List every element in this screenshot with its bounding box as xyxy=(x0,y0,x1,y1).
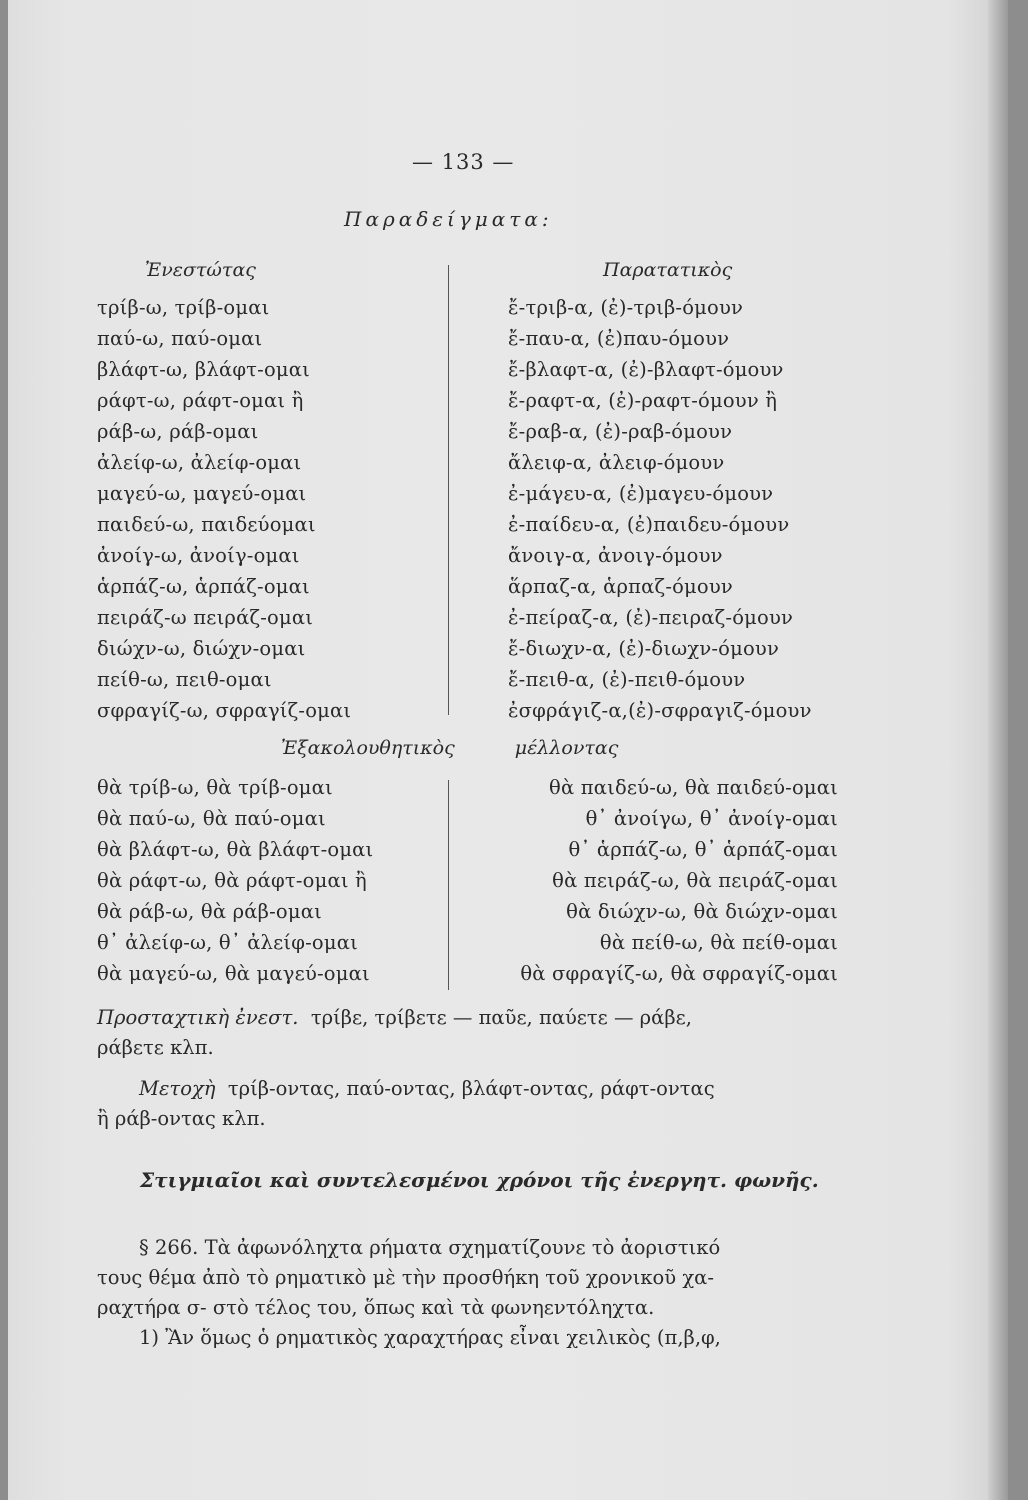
imperfect-row: ἔ-τριβ-α, (ἐ)-τριβ-όμουν xyxy=(508,296,744,319)
future-row: θὰ ράφτ-ω, θὰ ράφτ-ομαι ἢ xyxy=(97,869,367,892)
imperfect-row: ἔ-βλαφτ-α, (ἐ)-βλαφτ-όμουν xyxy=(508,358,784,381)
future-row: θὰ ράβ-ω, θὰ ράβ-ομαι xyxy=(97,900,322,923)
future-row: θὰ παύ-ω, θὰ παύ-ομαι xyxy=(97,807,326,830)
future-row: θὰ μαγεύ-ω, θὰ μαγεύ-ομαι xyxy=(97,962,370,985)
imperative-line-1 xyxy=(97,1003,842,1033)
paragraph-266-line: τους θέμα ἀπὸ τὸ ρηματικὸ μὲ τὴν προσθήκη τοῦ χρονικοῦ χα- xyxy=(97,1266,714,1289)
paragraph-1 xyxy=(97,1323,842,1353)
future-header-word1: Ἐξακολουθητικὸς xyxy=(281,737,455,759)
future-continuous-header xyxy=(281,737,618,759)
present-row: βλάφτ-ω, βλάφτ-ομαι xyxy=(97,358,310,381)
future-row: θ᾿ ἁρπάζ-ω, θ᾿ ἁρπάζ-ομαι xyxy=(568,838,838,861)
page-number: — 133 — xyxy=(412,150,515,174)
paragraph-266-line: ραχτήρα σ- στὸ τέλος του, ὅπως καὶ τὰ φωνηεντόληχτα. xyxy=(97,1296,655,1319)
present-row: διώχν-ω, διώχν-ομαι xyxy=(97,637,306,660)
future-row: θὰ παιδεύ-ω, θὰ παιδεύ-ομαι xyxy=(549,776,838,799)
future-row: θὰ βλάφτ-ω, θὰ βλάφτ-ομαι xyxy=(97,838,374,861)
imperfect-column xyxy=(508,292,812,726)
present-row: ἀλείφ-ω, ἀλείφ-ομαι xyxy=(97,451,302,474)
present-row: σφραγίζ-ω, σφραγίζ-ομαι xyxy=(97,699,352,722)
future-header-word2: μέλλοντας xyxy=(514,737,619,759)
imperfect-row: ἔ-ραφτ-α, (ἐ)-ραφτ-όμουν ἢ xyxy=(508,389,778,412)
future-right-column xyxy=(488,772,838,989)
future-left-column xyxy=(97,772,373,989)
present-row: ἀνοίγ-ω, ἀνοίγ-ομαι xyxy=(97,544,300,567)
imperfect-row: ἐ-πείραζ-α, (ἐ)-πειραζ-όμουν xyxy=(508,606,794,629)
participle-paragraph xyxy=(97,1074,842,1134)
future-row: θὰ πειράζ-ω, θὰ πειράζ-ομαι xyxy=(552,869,838,892)
future-row: θ᾿ ἀλείφ-ω, θ᾿ ἀλείφ-ομαι xyxy=(97,931,358,954)
imperfect-row: ἔ-πειθ-α, (ἐ)-πειθ-όμουν xyxy=(508,668,746,691)
column-divider-top xyxy=(448,265,449,715)
imperfect-row: ἄνοιγ-α, ἀνοιγ-όμουν xyxy=(508,544,723,567)
section-heading: Στιγμιαῖοι καὶ συντελεσμένοι χρόνοι τῆς ἐνεργητ. φωνῆς. xyxy=(140,1168,819,1192)
participle-line-2: ἢ ράβ-οντας κλπ. xyxy=(97,1107,266,1130)
imperfect-row: ἐ-παίδευ-α, (ἐ)παιδευ-όμουν xyxy=(508,513,790,536)
present-row: τρίβ-ω, τρίβ-ομαι xyxy=(97,296,270,319)
future-row: θὰ τρίβ-ω, θὰ τρίβ-ομαι xyxy=(97,776,333,799)
paragraph-266-line: § 266. Τὰ ἀφωνόληχτα ρήματα σχηματίζουνε τὸ ἀοριστικό xyxy=(139,1236,721,1259)
future-row: θ᾿ ἀνοίγω, θ᾿ ἀνοίγ-ομαι xyxy=(585,807,838,830)
imperfect-row: ἐ-μάγευ-α, (ἐ)μαγευ-όμουν xyxy=(508,482,774,505)
participle-line-1 xyxy=(97,1074,842,1104)
imperative-line-2: ράβετε κλπ. xyxy=(97,1036,214,1059)
present-tense-header: Ἐνεστώτας xyxy=(145,259,256,281)
imperfect-row: ἔ-διωχν-α, (ἐ)-διωχν-όμουν xyxy=(508,637,780,660)
imperative-label: Προσταχτικὴ ἐνεστ. xyxy=(97,1006,299,1029)
present-column xyxy=(97,292,351,726)
examples-title: Παραδείγματα: xyxy=(344,207,553,231)
imperfect-row: ἔ-ραβ-α, (ἐ)-ραβ-όμουν xyxy=(508,420,733,443)
present-row: ἁρπάζ-ω, ἁρπάζ-ομαι xyxy=(97,575,310,598)
book-page xyxy=(8,0,1008,1500)
present-row: παύ-ω, παύ-ομαι xyxy=(97,327,263,350)
imperfect-row: ἐσφράγιζ-α,(ἐ)-σφραγιζ-όμουν xyxy=(508,699,812,722)
imperfect-row: ἄλειφ-α, ἀλειφ-όμουν xyxy=(508,451,725,474)
present-row: πειράζ-ω πειράζ-ομαι xyxy=(97,606,314,629)
page-edge-shadow xyxy=(988,0,1008,1500)
present-row: ράβ-ω, ράβ-ομαι xyxy=(97,420,259,443)
present-row: μαγεύ-ω, μαγεύ-ομαι xyxy=(97,482,307,505)
paragraph-266 xyxy=(97,1233,842,1323)
imperfect-row: ἅρπαζ-α, ἁρπαζ-όμουν xyxy=(508,575,733,598)
future-row: θὰ πείθ-ω, θὰ πείθ-ομαι xyxy=(599,931,838,954)
future-row: θὰ διώχν-ω, θὰ διώχν-ομαι xyxy=(566,900,838,923)
participle-forms: τρίβ-οντας, παύ-οντας, βλάφτ-οντας, ράφτ-οντας xyxy=(227,1077,715,1100)
present-row: παιδεύ-ω, παιδεύομαι xyxy=(97,513,316,536)
paragraph-1-line: 1) Ἂν ὅμως ὁ ρηματικὸς χαραχτήρας εἶναι χειλικὸς (π,β,φ, xyxy=(139,1326,721,1349)
imperfect-row: ἔ-παυ-α, (ἐ)παυ-όμουν xyxy=(508,327,730,350)
participle-label: Μετοχὴ xyxy=(139,1077,216,1100)
present-row: ράφτ-ω, ράφτ-ομαι ἢ xyxy=(97,389,304,412)
present-row: πείθ-ω, πειθ-ομαι xyxy=(97,668,272,691)
imperative-forms: τρίβε, τρίβετε — παῦε, παύετε — ράβε, xyxy=(310,1006,692,1029)
column-divider-bottom xyxy=(448,780,449,990)
future-row: θὰ σφραγίζ-ω, θὰ σφραγίζ-ομαι xyxy=(520,962,838,985)
imperative-paragraph xyxy=(97,1003,842,1063)
imperfect-tense-header: Παρατατικὸς xyxy=(603,259,733,281)
